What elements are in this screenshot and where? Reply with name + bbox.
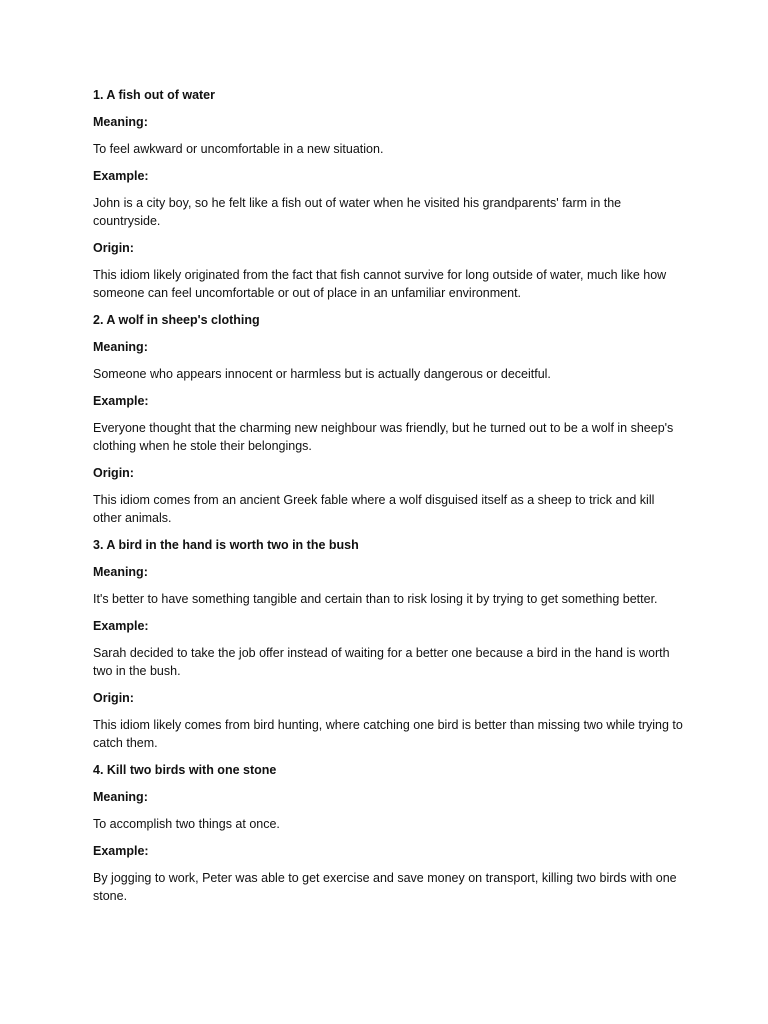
meaning-text: Someone who appears innocent or harmless but is actually dangerous or deceitful. (93, 367, 551, 381)
idiom-2 (93, 311, 683, 527)
meaning-text: To accomplish two things at once. (93, 817, 280, 831)
example-text: Sarah decided to take the job offer instead of waiting for a better one because a bird in the hand is worth two in the bush. (93, 646, 670, 678)
idiom-3 (93, 536, 683, 752)
idiom-4 (93, 761, 683, 905)
meaning-text: To feel awkward or uncomfortable in a new situation. (93, 142, 384, 156)
example-label: Example: (93, 394, 149, 408)
example-label: Example: (93, 619, 149, 633)
origin-text: This idiom likely comes from bird hunting, where catching one bird is better than missing two while trying to catch them. (93, 718, 683, 750)
idiom-title: 4. Kill two birds with one stone (93, 763, 277, 777)
origin-label: Origin: (93, 241, 134, 255)
example-text: John is a city boy, so he felt like a fish out of water when he visited his grandparents' farm in the countryside. (93, 196, 622, 228)
document-page (93, 86, 683, 914)
origin-label: Origin: (93, 691, 134, 705)
origin-text: This idiom comes from an ancient Greek fable where a wolf disguised itself as a sheep to trick and kill other animals. (93, 493, 655, 525)
meaning-label: Meaning: (93, 565, 148, 579)
example-text: By jogging to work, Peter was able to get exercise and save money on transport, killing two birds with one stone. (93, 871, 677, 903)
idiom-title: 2. A wolf in sheep's clothing (93, 313, 260, 327)
origin-label: Origin: (93, 466, 134, 480)
idiom-title: 3. A bird in the hand is worth two in the bush (93, 538, 359, 552)
idiom-1 (93, 86, 683, 302)
example-text: Everyone thought that the charming new neighbour was friendly, but he turned out to be a wolf in sheep's clothing when he stole their belongings. (93, 421, 674, 453)
meaning-label: Meaning: (93, 115, 148, 129)
example-label: Example: (93, 169, 149, 183)
meaning-label: Meaning: (93, 790, 148, 804)
meaning-text: It's better to have something tangible and certain than to risk losing it by trying to get something better. (93, 592, 658, 606)
example-label: Example: (93, 844, 149, 858)
meaning-label: Meaning: (93, 340, 148, 354)
origin-text: This idiom likely originated from the fact that fish cannot survive for long outside of water, much like how someone can feel uncomfortable or out of place in an unfamiliar environment. (93, 268, 667, 300)
idiom-title: 1. A fish out of water (93, 88, 215, 102)
